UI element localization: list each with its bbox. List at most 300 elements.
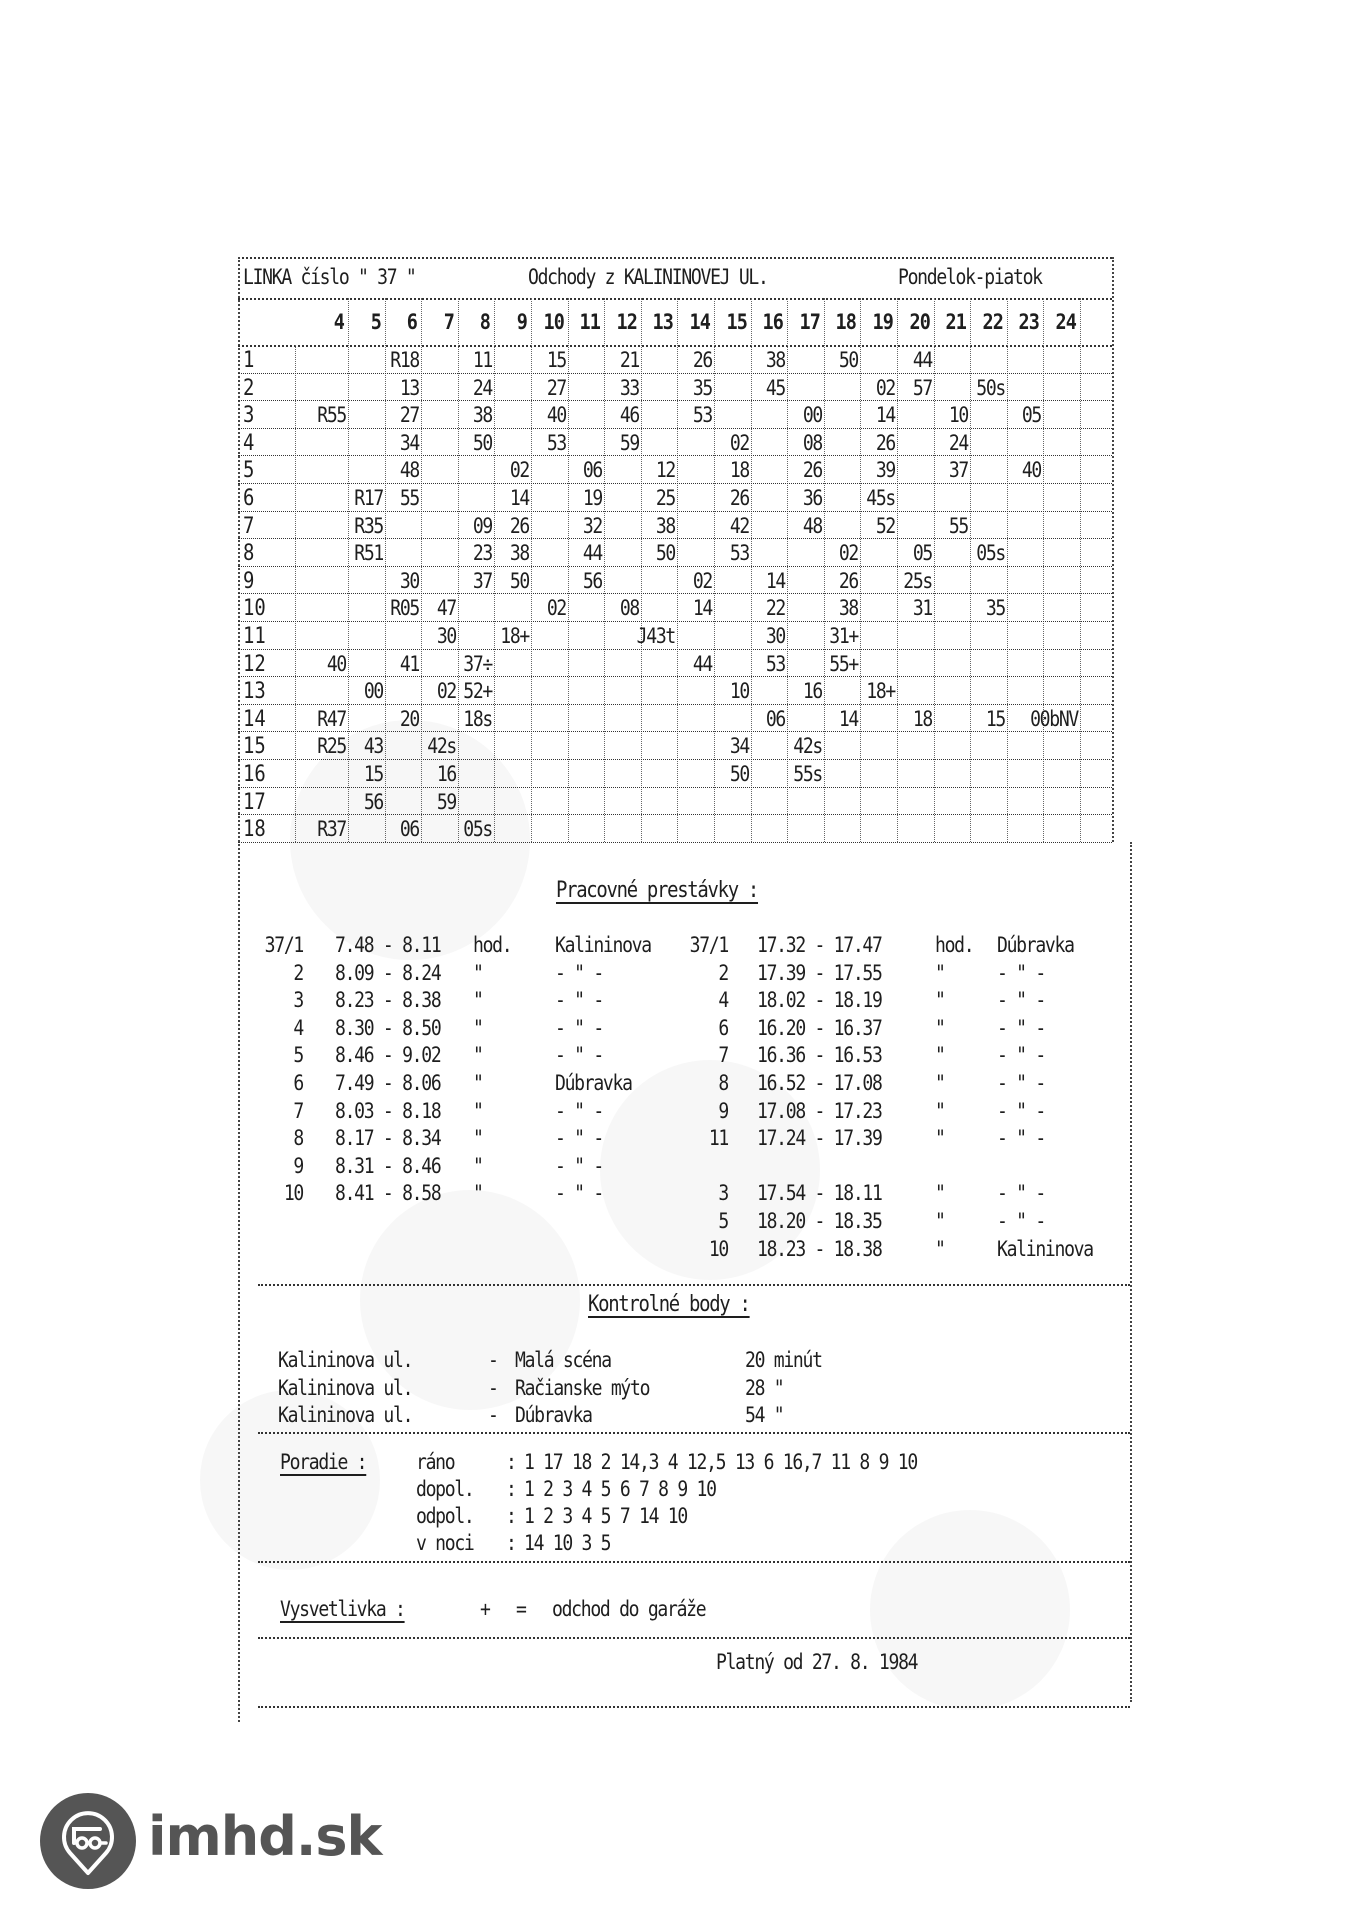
departure-time: 02 xyxy=(875,375,895,400)
break-unit: " xyxy=(473,1015,483,1040)
row-number: 8 xyxy=(243,541,255,567)
checkpoint-to: Dúbravka xyxy=(515,1403,592,1427)
departure-time: 35 xyxy=(985,596,1005,621)
break-unit: " xyxy=(935,1181,945,1206)
departure-time: 41 xyxy=(400,651,420,676)
row-separator xyxy=(238,842,1112,843)
break-no: 4 xyxy=(293,1015,303,1040)
break-place: - " - xyxy=(555,960,603,985)
departure-time: 38 xyxy=(839,596,859,621)
brand-name[interactable]: imhd.sk xyxy=(148,1805,382,1868)
break-place: - " - xyxy=(997,960,1045,985)
departure-time: 18+ xyxy=(866,679,895,704)
departure-time: 56 xyxy=(363,789,383,814)
break-unit: " xyxy=(935,1043,945,1068)
break-no: 4 xyxy=(718,988,728,1013)
departure-time: R47 xyxy=(317,706,346,731)
departure-time: 59 xyxy=(619,430,639,455)
departure-time: 18+ xyxy=(500,624,529,648)
break-unit: hod. xyxy=(473,933,512,957)
departure-time: 55 xyxy=(949,513,969,538)
departure-time: 15 xyxy=(985,706,1005,731)
departure-time: 30 xyxy=(436,624,456,648)
departure-time: 14 xyxy=(692,596,712,621)
departure-time: 40 xyxy=(326,651,346,676)
breaks-title: Pracovné prestávky : xyxy=(556,878,759,903)
break-unit: " xyxy=(935,1015,945,1040)
departure-time: 34 xyxy=(729,734,749,759)
departure-time: 26 xyxy=(875,430,895,455)
break-place: - " - xyxy=(997,1071,1045,1095)
break-place: - " - xyxy=(555,988,603,1013)
departure-time: 14 xyxy=(509,486,529,510)
break-no: 6 xyxy=(718,1015,728,1040)
break-no: 5 xyxy=(718,1209,728,1233)
break-unit: hod. xyxy=(935,933,974,957)
departure-time: 26 xyxy=(802,458,822,483)
row-number: 10 xyxy=(243,596,266,622)
break-place: - " - xyxy=(997,1098,1045,1123)
departure-time: 37 xyxy=(949,458,969,483)
order-divider xyxy=(258,1561,1130,1563)
departure-time: 53 xyxy=(692,403,712,428)
break-no: 7 xyxy=(718,1043,728,1068)
break-time: 16.52 - 17.08 xyxy=(757,1071,882,1095)
break-no: 8 xyxy=(293,1126,303,1151)
departure-time: R35 xyxy=(353,513,383,538)
departure-time: 00 xyxy=(363,679,383,704)
break-time: 16.20 - 16.37 xyxy=(757,1015,882,1040)
frame-bottom xyxy=(258,1706,1130,1708)
departure-time: 05s xyxy=(976,541,1005,566)
departure-time: 47 xyxy=(436,596,456,621)
break-no: 2 xyxy=(293,960,303,985)
hour-label: 19 xyxy=(872,310,893,334)
departure-time: 09 xyxy=(473,513,493,538)
hour-label: 21 xyxy=(945,310,967,334)
departure-time: 59 xyxy=(436,789,456,814)
brand-logo[interactable] xyxy=(40,1793,136,1889)
break-unit: " xyxy=(473,1043,483,1068)
departure-time: 10 xyxy=(729,679,749,704)
legend-symbol: + xyxy=(480,1597,490,1621)
departure-time: 11 xyxy=(473,348,493,372)
departure-time: 25s xyxy=(902,568,932,593)
break-time: 8.23 - 8.38 xyxy=(335,988,441,1013)
break-unit: " xyxy=(935,1126,945,1151)
departure-time: 18s xyxy=(463,706,493,731)
departure-time: 19 xyxy=(583,486,603,510)
break-place: Dúbravka xyxy=(555,1071,632,1095)
checkpoint-time: 28 " xyxy=(745,1375,784,1400)
break-place: - " - xyxy=(997,1209,1045,1233)
break-time: 18.02 - 18.19 xyxy=(757,988,882,1013)
departure-time: 42s xyxy=(427,734,456,759)
checkpoint-to: Račianske mýto xyxy=(515,1375,650,1400)
departure-time: 37 xyxy=(473,568,493,593)
break-time: 8.17 - 8.34 xyxy=(335,1126,441,1151)
departure-time: 14 xyxy=(839,706,859,731)
departure-time: 52 xyxy=(875,513,895,538)
break-time: 17.08 - 17.23 xyxy=(757,1098,882,1123)
break-unit: " xyxy=(935,1098,945,1123)
row-separator xyxy=(238,400,1112,401)
row-separator xyxy=(238,704,1112,705)
break-no: 7 xyxy=(293,1098,303,1123)
break-time: 18.20 - 18.35 xyxy=(757,1209,882,1233)
hour-label: 14 xyxy=(689,310,710,334)
break-no: 37/1 xyxy=(264,933,303,957)
hour-label: 7 xyxy=(443,310,454,334)
departure-time: R18 xyxy=(390,348,420,372)
break-unit: " xyxy=(473,1153,483,1178)
departure-time: R51 xyxy=(353,541,383,566)
break-place: Dúbravka xyxy=(997,933,1074,957)
hour-label: 13 xyxy=(652,310,674,334)
break-place: - " - xyxy=(997,1043,1045,1068)
break-unit: " xyxy=(473,1126,483,1151)
departure-time: 10 xyxy=(949,403,969,428)
order-label: ráno xyxy=(416,1450,455,1474)
departure-time: 08 xyxy=(802,430,822,455)
hour-label: 16 xyxy=(762,310,784,334)
departure-time: 27 xyxy=(546,375,566,400)
departure-time: 12 xyxy=(656,458,676,483)
break-unit: " xyxy=(935,1071,945,1095)
column-separator xyxy=(1080,298,1081,842)
row-number: 16 xyxy=(243,762,266,787)
departure-time: 37÷ xyxy=(463,651,493,676)
departure-time: R25 xyxy=(317,734,346,759)
departure-time: R05 xyxy=(390,596,420,621)
break-no: 3 xyxy=(718,1181,728,1206)
break-time: 8.30 - 8.50 xyxy=(335,1015,441,1040)
break-unit: " xyxy=(935,1209,945,1233)
departure-time: 53 xyxy=(546,430,566,455)
departure-time: 14 xyxy=(766,568,786,593)
row-separator xyxy=(238,538,1112,539)
departure-time: 55s xyxy=(793,762,822,786)
order-sep: : xyxy=(506,1531,516,1555)
departure-time: 08 xyxy=(619,596,639,621)
break-time: 17.39 - 17.55 xyxy=(757,960,882,985)
column-separator xyxy=(787,298,788,842)
break-place: - " - xyxy=(555,1181,603,1206)
departure-time: 50 xyxy=(839,348,859,372)
row-separator xyxy=(238,483,1112,484)
break-time: 8.46 - 9.02 xyxy=(335,1043,441,1068)
break-no: 9 xyxy=(293,1153,303,1178)
row-separator xyxy=(238,428,1112,429)
row-number: 17 xyxy=(243,789,266,815)
row-separator xyxy=(238,373,1112,374)
break-place: - " - xyxy=(555,1126,603,1151)
break-unit: " xyxy=(935,1236,945,1261)
row-number: 1 xyxy=(243,348,255,373)
departure-time: 42s xyxy=(793,734,822,759)
departure-time: 06 xyxy=(400,817,420,842)
order-sep: : xyxy=(506,1504,516,1528)
checkpoint-from: Kalininova ul. xyxy=(278,1375,413,1400)
hour-label: 24 xyxy=(1055,310,1076,334)
validity-date: Platný od 27. 8. 1984 xyxy=(716,1650,918,1674)
departure-time: J43t xyxy=(637,624,676,648)
departure-time: 16 xyxy=(436,762,456,786)
departure-time: 02 xyxy=(546,596,566,621)
departure-time: 30 xyxy=(400,568,420,593)
column-separator xyxy=(421,298,422,842)
break-time: 18.23 - 18.38 xyxy=(757,1236,882,1261)
row-number: 12 xyxy=(243,651,266,677)
break-unit: " xyxy=(473,960,483,985)
departure-time: 40 xyxy=(546,403,566,428)
break-time: 8.41 - 8.58 xyxy=(335,1181,441,1206)
watermark xyxy=(870,1510,1070,1710)
order-sep: : xyxy=(506,1477,516,1501)
break-no: 3 xyxy=(293,988,303,1013)
order-values: 1 2 3 4 5 7 14 10 xyxy=(524,1504,687,1528)
checkpoint-dash: - xyxy=(488,1375,498,1400)
departure-time: 44 xyxy=(692,651,712,676)
hour-label: 18 xyxy=(835,310,857,334)
departure-time: 48 xyxy=(802,513,822,538)
departure-time: 24 xyxy=(473,375,493,400)
checkpoint-from: Kalininova ul. xyxy=(278,1403,413,1427)
row-separator xyxy=(238,676,1112,677)
departure-time: 15 xyxy=(546,348,566,372)
row-separator xyxy=(238,787,1112,788)
column-separator xyxy=(714,298,715,842)
departure-time: 31 xyxy=(912,596,932,621)
departure-time: 34 xyxy=(400,430,420,455)
hour-label: 15 xyxy=(726,310,747,334)
break-place: Kalininova xyxy=(555,933,651,957)
legend-text: odchod do garáže xyxy=(552,1597,706,1621)
departure-time: 26 xyxy=(509,513,529,538)
departure-time: 18 xyxy=(729,458,749,483)
departure-time: 02 xyxy=(509,458,529,483)
column-separator xyxy=(1007,298,1008,842)
order-sep: : xyxy=(506,1450,516,1474)
departure-time: 50 xyxy=(509,568,529,593)
departure-time: 38 xyxy=(509,541,529,566)
departure-time: 45s xyxy=(866,486,895,510)
departure-time: 42 xyxy=(729,513,749,538)
break-place: Kalininova xyxy=(997,1236,1093,1261)
departure-time: 05 xyxy=(912,541,932,566)
hour-label: 11 xyxy=(579,310,601,334)
break-place: - " - xyxy=(555,1153,603,1178)
row-number: 18 xyxy=(243,817,266,843)
legend-title: Vysvetlivka : xyxy=(280,1597,405,1621)
break-time: 16.36 - 16.53 xyxy=(757,1043,882,1068)
hour-label: 17 xyxy=(799,310,820,334)
departure-time: 48 xyxy=(400,458,420,483)
departure-time: 23 xyxy=(473,541,493,566)
departure-time: 53 xyxy=(729,541,749,566)
frame-left xyxy=(238,257,240,1722)
break-no: 5 xyxy=(293,1043,303,1068)
departure-time: 35 xyxy=(692,375,712,400)
break-unit: " xyxy=(473,988,483,1013)
departure-time: 26 xyxy=(729,486,749,510)
departures-from: Odchody z KALININOVEJ UL. xyxy=(528,265,768,289)
hour-label: 23 xyxy=(1018,310,1040,334)
departure-time: 43 xyxy=(363,734,383,759)
row-number: 11 xyxy=(243,624,266,649)
order-label: odpol. xyxy=(416,1504,474,1528)
frame-right-lower xyxy=(1130,842,1132,1702)
row-number: 2 xyxy=(243,375,255,401)
departure-time: R55 xyxy=(317,403,346,428)
departure-time: 18 xyxy=(912,706,932,731)
break-place: - " - xyxy=(555,1098,603,1123)
departure-time: 40 xyxy=(1022,458,1042,483)
frame-right-table xyxy=(1112,257,1114,842)
break-unit: " xyxy=(935,960,945,985)
bus-pin-icon xyxy=(40,1793,136,1889)
break-time: 17.54 - 18.11 xyxy=(757,1181,882,1206)
departure-time: 53 xyxy=(766,651,786,676)
row-separator xyxy=(238,649,1112,650)
row-number: 14 xyxy=(243,706,266,732)
row-number: 7 xyxy=(243,513,255,539)
hour-label: 10 xyxy=(543,310,564,334)
departure-time: 31+ xyxy=(829,624,859,648)
title-divider xyxy=(238,298,1112,300)
break-no: 6 xyxy=(293,1071,303,1095)
departure-time: 32 xyxy=(583,513,603,538)
break-no: 10 xyxy=(283,1181,303,1206)
break-time: 17.24 - 17.39 xyxy=(757,1126,882,1151)
departure-time: 27 xyxy=(400,403,420,428)
departure-time: 46 xyxy=(619,403,639,428)
departure-time: 36 xyxy=(802,486,822,510)
departure-time: 02 xyxy=(692,568,712,593)
break-place: - " - xyxy=(555,1043,603,1068)
order-label: v noci xyxy=(416,1531,474,1555)
row-number: 13 xyxy=(243,679,266,705)
break-time: 7.48 - 8.11 xyxy=(335,933,441,957)
departure-time: 02 xyxy=(729,430,749,455)
checkpoint-from: Kalininova ul. xyxy=(278,1348,413,1372)
departure-time: 21 xyxy=(619,348,639,372)
departure-time: 33 xyxy=(619,375,639,400)
departure-time: 56 xyxy=(583,568,603,593)
checkpoint-dash: - xyxy=(488,1348,498,1372)
departure-time: R37 xyxy=(317,817,346,842)
break-unit: " xyxy=(473,1071,483,1095)
departure-time: 15 xyxy=(363,762,383,786)
break-no: 8 xyxy=(718,1071,728,1095)
break-no: 37/1 xyxy=(689,933,728,957)
column-separator xyxy=(1043,298,1044,842)
departure-time: 02 xyxy=(436,679,456,704)
break-place: - " - xyxy=(555,1015,603,1040)
break-time: 8.03 - 8.18 xyxy=(335,1098,441,1123)
row-separator xyxy=(238,621,1112,622)
break-unit: " xyxy=(935,988,945,1013)
row-separator xyxy=(238,566,1112,567)
departure-time: 57 xyxy=(912,375,932,400)
breaks-divider xyxy=(258,1284,1130,1286)
break-place: - " - xyxy=(997,1126,1045,1151)
order-values: 1 17 18 2 14,3 4 12,5 13 6 16,7 11 8 9 10 xyxy=(524,1450,917,1474)
departure-time: 24 xyxy=(949,430,969,455)
row-number: 9 xyxy=(243,568,255,594)
row-number: 6 xyxy=(243,486,255,511)
departure-time: 02 xyxy=(839,541,859,566)
break-unit: " xyxy=(473,1181,483,1206)
break-time: 8.09 - 8.24 xyxy=(335,960,441,985)
break-no: 10 xyxy=(708,1236,728,1261)
departure-time: 55 xyxy=(400,486,420,510)
hour-label: 12 xyxy=(616,310,637,334)
row-separator xyxy=(238,814,1112,815)
hour-label: 20 xyxy=(909,310,930,334)
order-title: Poradie : xyxy=(280,1450,367,1474)
departure-time: 13 xyxy=(400,375,420,400)
hour-label: 6 xyxy=(406,310,418,334)
checkpoint-time: 54 " xyxy=(745,1403,784,1427)
row-separator xyxy=(238,455,1112,456)
departure-time: 06 xyxy=(766,706,786,731)
row-number: 15 xyxy=(243,734,266,760)
departure-time: 50 xyxy=(656,541,676,566)
order-values: 1 2 3 4 5 6 7 8 9 10 xyxy=(524,1477,716,1501)
order-label: dopol. xyxy=(416,1477,474,1501)
departure-time: 26 xyxy=(692,348,712,372)
departure-time: 55+ xyxy=(829,651,859,676)
departure-time: 25 xyxy=(656,486,676,510)
days-of-operation: Pondelok-piatok xyxy=(898,265,1042,289)
checkpoints-divider xyxy=(258,1432,1130,1434)
row-separator xyxy=(238,511,1112,512)
departure-time: 38 xyxy=(766,348,786,372)
departure-time: 06 xyxy=(583,458,603,483)
break-place: - " - xyxy=(997,1181,1045,1206)
departure-time: 00bNV xyxy=(1030,706,1078,731)
hours-divider xyxy=(238,345,1112,347)
frame-top xyxy=(238,257,1112,259)
departure-time: 44 xyxy=(583,541,603,566)
departure-time: 39 xyxy=(875,458,895,483)
break-unit: " xyxy=(473,1098,483,1123)
departure-time: 26 xyxy=(839,568,859,593)
departure-time: 30 xyxy=(766,624,786,648)
legend-equals: = xyxy=(516,1597,526,1621)
departure-time: 22 xyxy=(766,596,786,621)
break-no: 2 xyxy=(718,960,728,985)
departure-time: 14 xyxy=(875,403,895,428)
break-time: 7.49 - 8.06 xyxy=(335,1071,441,1095)
row-separator xyxy=(238,759,1112,760)
checkpoint-dash: - xyxy=(488,1403,498,1427)
departure-time: 52+ xyxy=(463,679,493,704)
departure-time: 45 xyxy=(766,375,786,400)
hour-label: 22 xyxy=(982,310,1003,334)
hour-label: 9 xyxy=(516,310,527,334)
row-number: 3 xyxy=(243,403,255,429)
order-values: 14 10 3 5 xyxy=(524,1531,611,1555)
hour-label: 5 xyxy=(370,310,381,334)
break-time: 17.32 - 17.47 xyxy=(757,933,882,957)
row-separator xyxy=(238,731,1112,732)
departure-time: 05 xyxy=(1022,403,1042,428)
checkpoint-to: Malá scéna xyxy=(515,1348,611,1372)
departure-time: 00 xyxy=(802,403,822,428)
departure-time: R17 xyxy=(353,486,383,510)
